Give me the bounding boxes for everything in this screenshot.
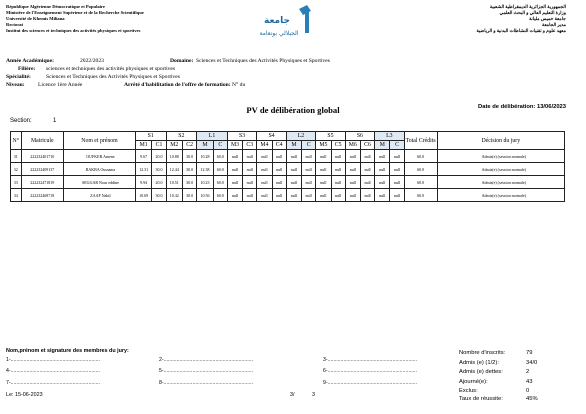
cell-c1: 20.0: [152, 150, 166, 163]
cell-m4: null: [257, 176, 272, 189]
cell-l1-c: 60.0: [213, 176, 227, 189]
cell-m2: 12.44: [166, 163, 183, 176]
svg-text:جامعة: جامعة: [264, 16, 290, 26]
sub-c5: C5: [331, 141, 345, 150]
cell-c3: null: [243, 176, 257, 189]
cell-m3: null: [227, 150, 242, 163]
section-line: [10, 118, 56, 124]
sub-l3-c: C: [390, 141, 404, 150]
header-ar-line-3: جامعة خميس مليانة: [529, 16, 566, 21]
sub-l3-m: M: [375, 141, 390, 150]
page-title: PV de délibération global: [246, 105, 340, 115]
col-num: N°: [11, 132, 22, 150]
svg-text:الجيلالي بونعامة: الجيلالي بونعامة: [259, 30, 299, 37]
page-number-current: 3/: [290, 392, 295, 398]
jury-line-6: 6-..............................................................: [323, 368, 417, 374]
col-matricule: Matricule: [21, 132, 63, 150]
cell-l1-c: 60.0: [213, 163, 227, 176]
group-s5: S5: [316, 132, 345, 141]
sub-l1-c: C: [213, 141, 227, 150]
sub-m6: M6: [345, 141, 360, 150]
sub-m1: M1: [135, 141, 152, 150]
table-row: [11, 163, 565, 176]
cell-m6: null: [345, 163, 360, 176]
cell-c2: 30.0: [183, 163, 197, 176]
specialite-label: Spécialité:: [6, 74, 31, 80]
niveau-label: Niveau:: [6, 82, 25, 88]
domaine-label: Domaine:: [170, 58, 194, 64]
cell-l3-c: null: [390, 163, 404, 176]
cell-l3-c: null: [390, 176, 404, 189]
cell-c3: null: [243, 163, 257, 176]
cell-m2: 10.42: [166, 189, 183, 202]
sub-c1: C1: [152, 141, 166, 150]
footer-date: Le: 15-06-2023: [6, 392, 43, 398]
cell-m1: 9.67: [135, 150, 152, 163]
cell-matricule: 222232471819: [21, 176, 63, 189]
stat-taux-label: Taux de réussite:: [459, 396, 503, 402]
sub-l1-m: M: [197, 141, 214, 150]
page-number-total: 3: [312, 392, 315, 398]
cell-m5: null: [316, 189, 331, 202]
table-row: [11, 176, 565, 189]
cell-nom: RAKBA Oussama: [64, 163, 136, 176]
cell-num: 32: [11, 163, 22, 176]
group-l1: L1: [197, 132, 228, 141]
group-s6: S6: [345, 132, 374, 141]
header-ar-line-4: مدير الجامعة: [541, 22, 566, 27]
cell-l1-c: 60.0: [213, 189, 227, 202]
cell-m4: null: [257, 189, 272, 202]
niveau-value: Licence 1ère Année: [38, 82, 83, 88]
col-total: Total Crédits: [404, 132, 437, 150]
jury-line-5: 5-..............................................................: [159, 368, 253, 374]
cell-total: 60.0: [404, 150, 437, 163]
domaine-value: Sciences et Techniques des Activités Physiques et Sportives: [196, 58, 330, 64]
cell-m3: null: [227, 176, 242, 189]
cell-c6: null: [360, 176, 374, 189]
stat-inscrits-value: 79: [526, 350, 533, 356]
sub-c2: C2: [183, 141, 197, 150]
cell-l2-m: null: [286, 150, 301, 163]
jury-line-9: 9-..............................................................: [323, 380, 417, 386]
arrete-label: Arrêté d'habilitation de l'offre de formation:: [124, 82, 231, 88]
cell-decision: Admis(e) (session normale): [437, 176, 564, 189]
cell-c1: 30.0: [152, 163, 166, 176]
table-row: [11, 189, 565, 202]
cell-total: 60.0: [404, 163, 437, 176]
sub-c3: C3: [243, 141, 257, 150]
cell-total: 60.0: [404, 189, 437, 202]
cell-num: 33: [11, 176, 22, 189]
cell-decision: Admis(e) (session normale): [437, 163, 564, 176]
header-line-3: Université de Khemis Miliana: [6, 16, 65, 21]
sub-l2-m: M: [286, 141, 301, 150]
jury-line-4: 4-..............................................................: [6, 368, 100, 374]
stat-admis-value: 34/0: [526, 360, 538, 366]
cell-m1: 10.69: [135, 189, 152, 202]
cell-m6: null: [345, 176, 360, 189]
sub-c4: C4: [272, 141, 286, 150]
cell-m3: null: [227, 189, 242, 202]
stat-ajourne-value: 43: [526, 379, 533, 385]
stat-ajourne-label: Ajourné(e):: [459, 379, 488, 385]
jury-line-8: 8-..............................................................: [159, 380, 253, 386]
cell-c5: null: [331, 176, 345, 189]
cell-c2: 30.0: [183, 189, 197, 202]
group-l3: L3: [375, 132, 404, 141]
cell-m4: null: [257, 163, 272, 176]
cell-total: 60.0: [404, 176, 437, 189]
cell-l1-m: 12.38: [197, 163, 214, 176]
jury-line-1: 1-..............................................................: [6, 357, 100, 363]
cell-c6: null: [360, 163, 374, 176]
cell-l3-m: null: [375, 163, 390, 176]
university-logo: [247, 3, 317, 41]
cell-l3-c: null: [390, 150, 404, 163]
jury-signature-title: Nom,prénom et signature des membres du jury:: [6, 348, 129, 354]
header-ar-line-5: معهد علوم و تقنيات النشاطات البدنية و الرياضية: [476, 28, 566, 33]
cell-m2: 10.51: [166, 176, 183, 189]
cell-l3-c: null: [390, 189, 404, 202]
cell-decision: Admis(e) (session normale): [437, 150, 564, 163]
annee-value: 2022/2023: [80, 58, 104, 64]
cell-l3-m: null: [375, 176, 390, 189]
cell-m1: 12.31: [135, 163, 152, 176]
section-value: 1: [53, 118, 57, 124]
cell-c4: null: [272, 176, 286, 189]
cell-matricule: 222232409137: [21, 163, 63, 176]
sub-m3: M3: [227, 141, 242, 150]
cell-nom: OUFKER Amene: [64, 150, 136, 163]
table-row: [11, 150, 565, 163]
cell-matricule: 222232401710: [21, 150, 63, 163]
cell-num: 34: [11, 189, 22, 202]
stat-exclus-label: Exclus:: [459, 388, 478, 394]
sub-c6: C6: [360, 141, 374, 150]
cell-c3: null: [243, 189, 257, 202]
cell-c2: 30.0: [183, 176, 197, 189]
cell-c4: null: [272, 150, 286, 163]
stat-inscrits-label: Nombre d'inscrits:: [459, 350, 506, 356]
cell-c1: 30.0: [152, 189, 166, 202]
jury-line-7: 7-..............................................................: [6, 380, 100, 386]
cell-c5: null: [331, 189, 345, 202]
stat-dettes-value: 2: [526, 369, 530, 375]
cell-c5: null: [331, 150, 345, 163]
deliberation-date: Date de délibération: 13/06/2023: [478, 104, 566, 110]
group-s1: S1: [135, 132, 166, 141]
group-s3: S3: [227, 132, 256, 141]
specialite-value: Sciences et Techniques des Activités Physiques et Sportives: [46, 74, 180, 80]
group-s4: S4: [257, 132, 286, 141]
cell-m6: null: [345, 150, 360, 163]
cell-l2-c: null: [302, 163, 316, 176]
cell-c6: null: [360, 189, 374, 202]
cell-m1: 9.94: [135, 176, 152, 189]
cell-nom: ZAAF Nabil: [64, 189, 136, 202]
annee-label: Année Académique:: [6, 58, 55, 64]
stat-dettes-label: Admis (e) dettes:: [459, 369, 503, 375]
cell-l3-m: null: [375, 189, 390, 202]
cell-m5: null: [316, 163, 331, 176]
cell-l1-c: 60.0: [213, 150, 227, 163]
group-l2: L2: [286, 132, 315, 141]
cell-m3: null: [227, 163, 242, 176]
cell-m6: null: [345, 189, 360, 202]
cell-c6: null: [360, 150, 374, 163]
cell-c1: 20.0: [152, 176, 166, 189]
sub-l2-c: C: [302, 141, 316, 150]
cell-c2: 30.0: [183, 150, 197, 163]
cell-c4: null: [272, 163, 286, 176]
stat-taux-value: 45%: [526, 396, 538, 402]
stat-exclus-value: 0: [526, 388, 530, 394]
cell-nom: SEGGAR Nour eddine: [64, 176, 136, 189]
jury-line-3: 3-..............................................................: [323, 357, 417, 363]
cell-l2-m: null: [286, 189, 301, 202]
header-ar-line-1: الجمهورية الجزائرية الديمقراطية الشعبية: [489, 4, 566, 9]
cell-c5: null: [331, 163, 345, 176]
cell-l1-m: 10.28: [197, 150, 214, 163]
cell-l2-c: null: [302, 189, 316, 202]
sub-m5: M5: [316, 141, 331, 150]
cell-l2-c: null: [302, 150, 316, 163]
header-ar-line-2: وزارة التعليم العالي و البحث العلمي: [499, 10, 566, 15]
cell-matricule: 222232468718: [21, 189, 63, 202]
cell-m4: null: [257, 150, 272, 163]
cell-l2-c: null: [302, 176, 316, 189]
section-label: Section:: [10, 118, 32, 124]
cell-l2-m: null: [286, 176, 301, 189]
group-s2: S2: [166, 132, 197, 141]
sub-m4: M4: [257, 141, 272, 150]
sub-m2: M2: [166, 141, 183, 150]
cell-decision: Admis(e) (session normale): [437, 189, 564, 202]
cell-m2: 10.88: [166, 150, 183, 163]
cell-l3-m: null: [375, 150, 390, 163]
cell-num: 31: [11, 150, 22, 163]
arrete-value: N° du: [232, 82, 246, 88]
header-line-5: Institut des sciences et techniques des activités physiques et sportives: [6, 28, 141, 33]
cell-l1-m: 10.56: [197, 189, 214, 202]
cell-c4: null: [272, 189, 286, 202]
cell-m5: null: [316, 176, 331, 189]
cell-c3: null: [243, 150, 257, 163]
stat-admis-label: Admis (e) (1/2):: [459, 360, 499, 366]
header-line-1: République Algérienne Démocratique et Populaire: [6, 4, 105, 9]
filiere-label: Filière:: [18, 66, 36, 72]
jury-line-2: 2-..............................................................: [159, 357, 253, 363]
col-nom: Nom et prénom: [64, 132, 136, 150]
filiere-value: sciences et techniques des activités physiques et sportives: [46, 66, 176, 72]
col-decision: Décision du jury: [437, 132, 564, 150]
cell-l1-m: 10.23: [197, 176, 214, 189]
cell-l2-m: null: [286, 163, 301, 176]
header-line-4: Rectorat: [6, 22, 24, 27]
results-table: [10, 131, 565, 202]
cell-m5: null: [316, 150, 331, 163]
header-line-2: Ministère de l'Enseignement Supérieur et de la Recherche Scientifique: [6, 10, 144, 15]
